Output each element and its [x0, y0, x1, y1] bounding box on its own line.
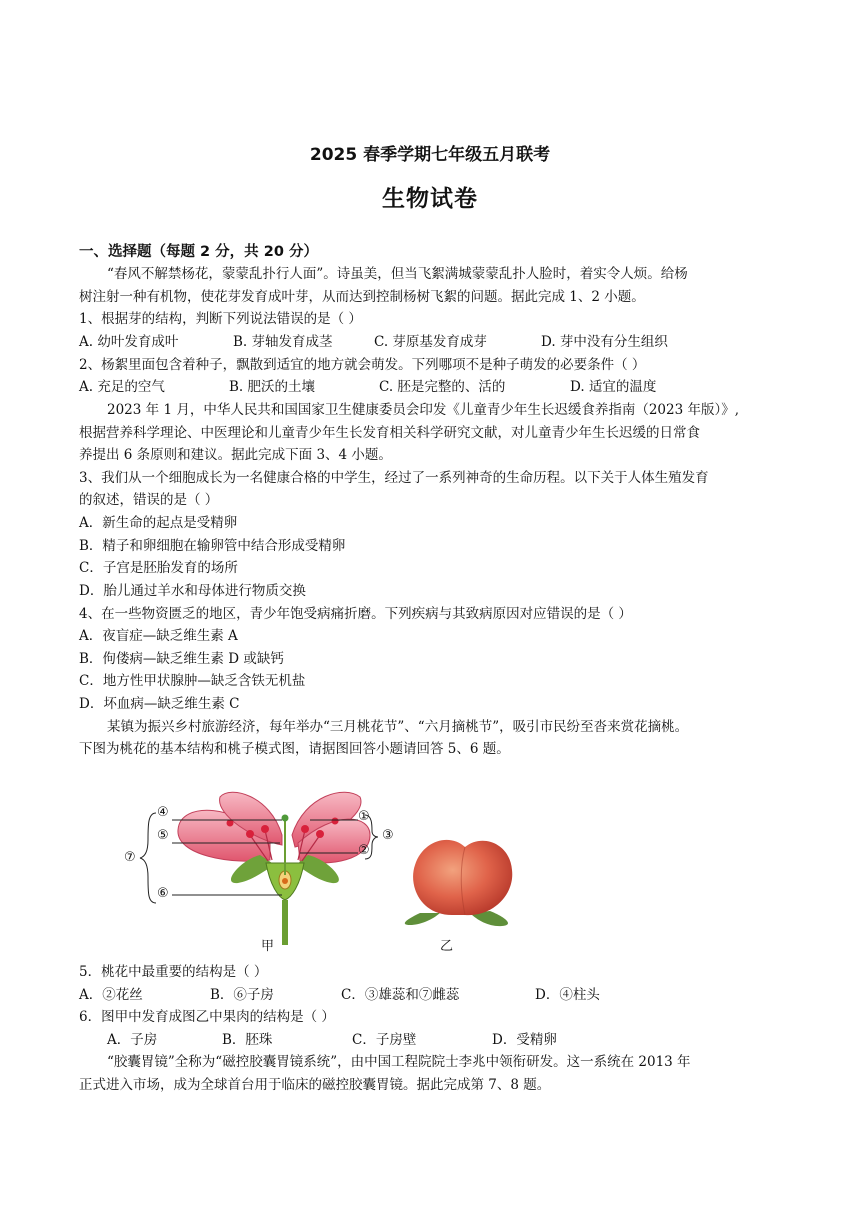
question-2-options — [79, 378, 656, 396]
question-3-option-d: D．胎儿通过羊水和母体进行物质交换 — [79, 583, 306, 599]
intro2-line1: 2023 年 1 月，中华人民共和国国家卫生健康委员会印发《儿童青少年生长迟缓食养指南（2023 年版）》, — [107, 402, 740, 418]
question-4: 4、在一些物资匮乏的地区，青少年饱受病痛折磨。下列疾病与其致病原因对应错误的是（ ） — [79, 606, 632, 622]
section-heading: 一、选择题（每题 2 分，共 20 分） — [79, 244, 318, 260]
intro3-line2: 下图为桃花的基本结构和桃子模式图，请据图回答小题请回答 5、6 题。 — [79, 741, 510, 757]
peach-flower — [178, 792, 370, 945]
question-4-option-a: A．夜盲症—缺乏维生素 A — [79, 628, 238, 644]
question-1: 1、根据芽的结构，判断下列说法错误的是（ ） — [79, 311, 362, 327]
option-c: C. 胚是完整的、活的 — [379, 379, 506, 395]
question-6-options — [107, 1031, 557, 1049]
question-1-options — [79, 333, 668, 351]
figure-label-jia: 甲 — [261, 939, 275, 954]
option-a: A. 幼叶发育成叶 — [79, 334, 179, 350]
option-b: B．⑥子房 — [210, 987, 274, 1003]
marker-6: ⑥ — [157, 886, 169, 901]
option-b: B. 芽轴发育成茎 — [233, 334, 333, 350]
exam-title: 2025 春季学期七年级五月联考 — [309, 145, 551, 165]
option-d: D. 芽中没有分生组织 — [541, 334, 668, 350]
intro2-line3: 养提出 6 条原则和建议。据此完成下面 3、4 小题。 — [79, 447, 392, 463]
question-3-option-b: B．精子和卵细胞在输卵管中结合形成受精卵 — [79, 538, 346, 554]
intro1-line1: “春风不解禁杨花，蒙蒙乱扑行人面”。诗虽美，但当飞絮满城蒙蒙乱扑人脸时，着实令人烦。给杨 — [107, 266, 688, 282]
option-d: D．受精卵 — [492, 1032, 557, 1048]
option-a: A．②花丝 — [79, 987, 143, 1003]
option-a: A. 充足的空气 — [79, 379, 165, 395]
question-4-option-b: B．佝偻病—缺乏维生素 D 或缺钙 — [79, 651, 284, 667]
option-a: A．子房 — [107, 1032, 158, 1048]
question-3-option-a: A．新生命的起点是受精卵 — [79, 515, 238, 531]
question-3-line1: 3、我们从一个细胞成长为一名健康合格的中学生，经过了一系列神奇的生命历程。以下关于人体生殖发育 — [79, 470, 709, 486]
option-b: B．胚珠 — [222, 1032, 273, 1048]
question-5-options — [79, 986, 600, 1004]
intro3-line1: 某镇为振兴乡村旅游经济，每年举办“三月桃花节”、“六月摘桃节”，吸引市民纷至沓来赏花摘桃。 — [107, 719, 689, 735]
marker-5: ⑤ — [157, 828, 169, 843]
marker-1: ① — [358, 809, 370, 824]
option-d: D. 适宜的温度 — [570, 379, 657, 395]
question-5: 5．桃花中最重要的结构是（ ） — [79, 964, 268, 980]
exam-subject: 生物试卷 — [382, 186, 478, 212]
peach-diagram — [120, 785, 540, 955]
marker-7: ⑦ — [124, 850, 136, 865]
question-3-line2: 的叙述，错误的是（ ） — [79, 492, 219, 508]
intro2-line2: 根据营养科学理论、中医理论和儿童青少年生长发育相关科学研究文献，对儿童青少年生长迟缓的日常食 — [79, 425, 700, 441]
question-2: 2、杨絮里面包含着种子，飘散到适宜的地方就会萌发。下列哪项不是种子萌发的必要条件（ ） — [79, 357, 646, 373]
question-6: 6．图甲中发育成图乙中果肉的结构是（ ） — [79, 1009, 335, 1025]
peach-figure — [120, 785, 540, 955]
intro4-line1: “胶囊胃镜”全称为“磁控胶囊胃镜系统”，由中国工程院院士李兆中领衔研发。这一系统在 2013 年 — [107, 1054, 691, 1070]
figure-label-yi: 乙 — [440, 939, 454, 954]
intro1-line2: 树注射一种有机物，使花芽发育成叶芽，从而达到控制杨树飞絮的问题。据此完成 1、2 小题。 — [79, 289, 645, 305]
marker-4: ④ — [157, 805, 169, 820]
option-c: C．子房壁 — [352, 1032, 417, 1048]
intro4-line2: 正式进入市场，成为全球首台用于临床的磁控胶囊胃镜。据此完成第 7、8 题。 — [79, 1077, 551, 1093]
peach-fruit — [405, 840, 512, 926]
question-4-option-c: C．地方性甲状腺肿—缺乏含铁无机盐 — [79, 673, 306, 689]
question-3-option-c: C．子宫是胚胎发育的场所 — [79, 560, 238, 576]
option-c: C．③雄蕊和⑦雌蕊 — [341, 987, 460, 1003]
marker-3: ③ — [382, 828, 394, 843]
option-b: B. 肥沃的土壤 — [229, 379, 316, 395]
option-d: D．④柱头 — [535, 987, 600, 1003]
option-c: C. 芽原基发育成芽 — [374, 334, 487, 350]
marker-2: ② — [358, 843, 370, 858]
question-4-option-d: D．坏血病—缺乏维生素 C — [79, 696, 240, 712]
